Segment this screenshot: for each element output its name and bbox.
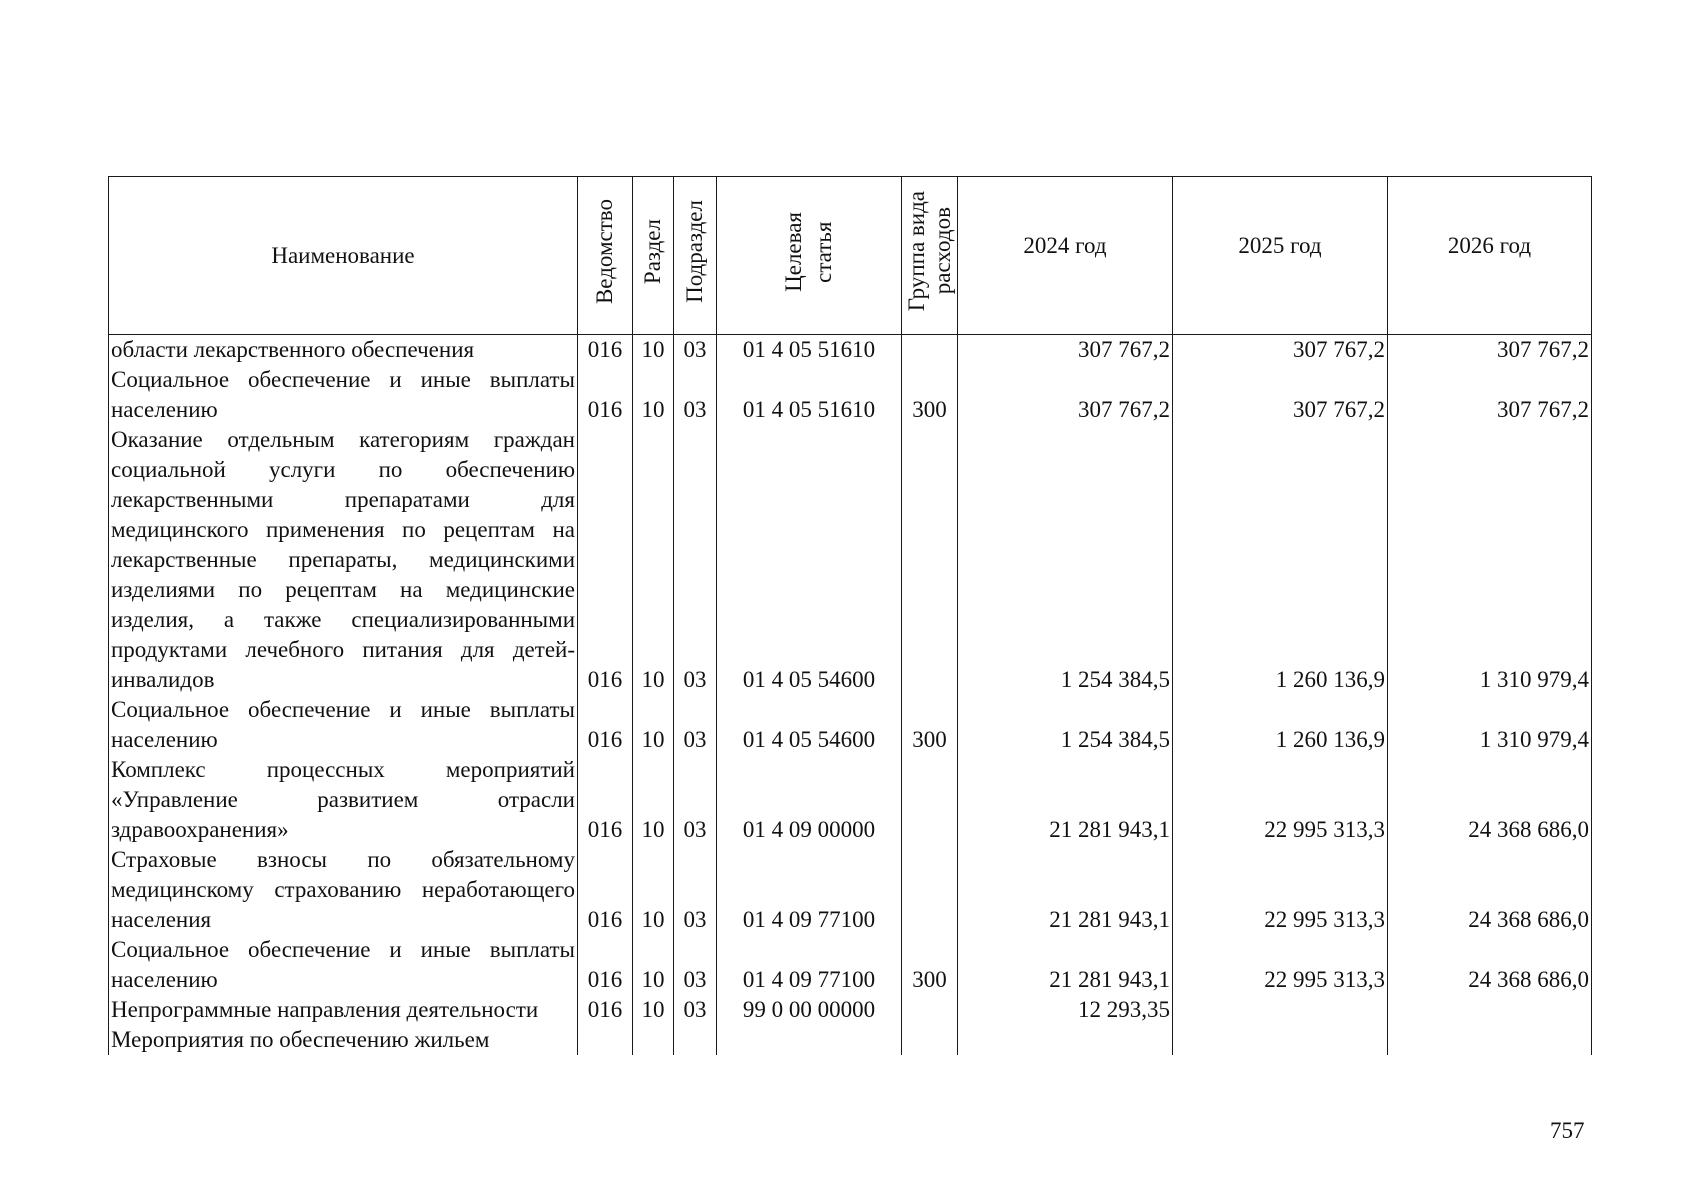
table-row	[109, 935, 1592, 995]
row-amount-2024: 307 767,2	[958, 335, 1173, 366]
row-amount-2024: 1 254 384,5	[958, 695, 1173, 755]
row-amount-2026: 307 767,2	[1388, 365, 1592, 425]
row-vedomstvo	[578, 1025, 633, 1055]
header-podrazdel: Подраздел	[674, 177, 717, 335]
row-name: Мероприятия по обеспечению жильем	[109, 1025, 578, 1055]
row-vedomstvo: 016	[578, 935, 633, 995]
row-name: области лекарственного обеспечения	[109, 335, 578, 366]
row-gruppa-vida-rashodov: 300	[902, 365, 958, 425]
row-amount-2026	[1388, 1025, 1592, 1055]
header-razdel: Раздел	[633, 177, 674, 335]
budget-table	[108, 176, 1592, 1055]
row-razdel	[633, 1025, 674, 1055]
row-vedomstvo: 016	[578, 755, 633, 845]
row-celevaya-statya: 99 0 00 00000	[717, 995, 902, 1025]
row-gruppa-vida-rashodov	[902, 425, 958, 695]
row-podrazdel: 03	[674, 935, 717, 995]
row-gruppa-vida-rashodov	[902, 1025, 958, 1055]
row-razdel: 10	[633, 995, 674, 1025]
row-name: Страховые взносы по обязательному медицинскому страхованию неработающего населения	[109, 845, 578, 935]
row-vedomstvo: 016	[578, 425, 633, 695]
row-name: Оказание отдельным категориям граждан социальной услуги по обеспечению лекарственными препаратами для медицинского применения по рецептам на лекарственные препараты, медицинскими изделиями по рецептам на медицинские изделия, а также специализированными продуктами лечебного питания для детей-инвалидов	[109, 425, 578, 695]
row-podrazdel: 03	[674, 995, 717, 1025]
row-amount-2024: 307 767,2	[958, 365, 1173, 425]
header-year-2024: 2024 год	[958, 177, 1173, 335]
row-amount-2025: 22 995 313,3	[1173, 755, 1388, 845]
row-vedomstvo: 016	[578, 335, 633, 366]
row-amount-2024: 1 254 384,5	[958, 425, 1173, 695]
row-amount-2024: 21 281 943,1	[958, 845, 1173, 935]
row-name: Непрограммные направления деятельности	[109, 995, 578, 1025]
row-amount-2025: 307 767,2	[1173, 365, 1388, 425]
row-gruppa-vida-rashodov	[902, 995, 958, 1025]
table-row	[109, 845, 1592, 935]
row-gruppa-vida-rashodov	[902, 755, 958, 845]
row-amount-2026: 1 310 979,4	[1388, 695, 1592, 755]
table-row	[109, 695, 1592, 755]
row-amount-2026: 1 310 979,4	[1388, 425, 1592, 695]
row-celevaya-statya: 01 4 05 54600	[717, 695, 902, 755]
row-gruppa-vida-rashodov: 300	[902, 695, 958, 755]
header-name: Наименование	[109, 177, 578, 335]
row-razdel: 10	[633, 425, 674, 695]
row-amount-2026: 24 368 686,0	[1388, 845, 1592, 935]
row-amount-2024: 21 281 943,1	[958, 935, 1173, 995]
row-amount-2026	[1388, 995, 1592, 1025]
table-row	[109, 425, 1592, 695]
row-amount-2025	[1173, 995, 1388, 1025]
row-celevaya-statya: 01 4 09 77100	[717, 845, 902, 935]
table-body	[109, 335, 1592, 1056]
table-row	[109, 1025, 1592, 1055]
row-amount-2025: 22 995 313,3	[1173, 845, 1388, 935]
row-podrazdel: 03	[674, 425, 717, 695]
row-amount-2026: 24 368 686,0	[1388, 935, 1592, 995]
row-podrazdel	[674, 1025, 717, 1055]
row-name: Социальное обеспечение и иные выплаты населению	[109, 695, 578, 755]
row-amount-2024: 21 281 943,1	[958, 755, 1173, 845]
row-podrazdel: 03	[674, 695, 717, 755]
row-amount-2026: 307 767,2	[1388, 335, 1592, 366]
header-vedomstvo: Ведомство	[578, 177, 633, 335]
row-amount-2025: 307 767,2	[1173, 335, 1388, 366]
header-celevaya-statya: Целевая статья	[717, 177, 902, 335]
row-razdel: 10	[633, 935, 674, 995]
row-name: Комплекс процессных мероприятий «Управление развитием отрасли здравоохранения»	[109, 755, 578, 845]
row-razdel: 10	[633, 695, 674, 755]
row-name: Социальное обеспечение и иные выплаты населению	[109, 365, 578, 425]
page-number: 757	[1550, 1118, 1585, 1143]
row-celevaya-statya: 01 4 05 54600	[717, 425, 902, 695]
row-podrazdel: 03	[674, 365, 717, 425]
row-amount-2024	[958, 1025, 1173, 1055]
header-year-2025: 2025 год	[1173, 177, 1388, 335]
row-amount-2025: 22 995 313,3	[1173, 935, 1388, 995]
row-gruppa-vida-rashodov	[902, 335, 958, 366]
header-year-2026: 2026 год	[1388, 177, 1592, 335]
row-razdel: 10	[633, 335, 674, 366]
row-razdel: 10	[633, 755, 674, 845]
row-razdel: 10	[633, 845, 674, 935]
row-podrazdel: 03	[674, 845, 717, 935]
row-vedomstvo: 016	[578, 695, 633, 755]
row-vedomstvo: 016	[578, 845, 633, 935]
row-amount-2026: 24 368 686,0	[1388, 755, 1592, 845]
row-name: Социальное обеспечение и иные выплаты населению	[109, 935, 578, 995]
row-podrazdel: 03	[674, 335, 717, 366]
row-celevaya-statya	[717, 1025, 902, 1055]
row-amount-2025: 1 260 136,9	[1173, 695, 1388, 755]
row-celevaya-statya: 01 4 05 51610	[717, 365, 902, 425]
row-podrazdel: 03	[674, 755, 717, 845]
table-row	[109, 365, 1592, 425]
table-header-row	[109, 177, 1592, 335]
table-row	[109, 995, 1592, 1025]
row-amount-2024: 12 293,35	[958, 995, 1173, 1025]
row-celevaya-statya: 01 4 05 51610	[717, 335, 902, 366]
row-celevaya-statya: 01 4 09 00000	[717, 755, 902, 845]
row-amount-2025: 1 260 136,9	[1173, 425, 1388, 695]
row-celevaya-statya: 01 4 09 77100	[717, 935, 902, 995]
row-vedomstvo: 016	[578, 365, 633, 425]
table-row	[109, 755, 1592, 845]
row-vedomstvo: 016	[578, 995, 633, 1025]
table-row	[109, 335, 1592, 366]
row-gruppa-vida-rashodov: 300	[902, 935, 958, 995]
row-amount-2025	[1173, 1025, 1388, 1055]
header-gruppa-vida-rashodov: Группа вида расходов	[902, 177, 958, 335]
row-razdel: 10	[633, 365, 674, 425]
row-gruppa-vida-rashodov	[902, 845, 958, 935]
